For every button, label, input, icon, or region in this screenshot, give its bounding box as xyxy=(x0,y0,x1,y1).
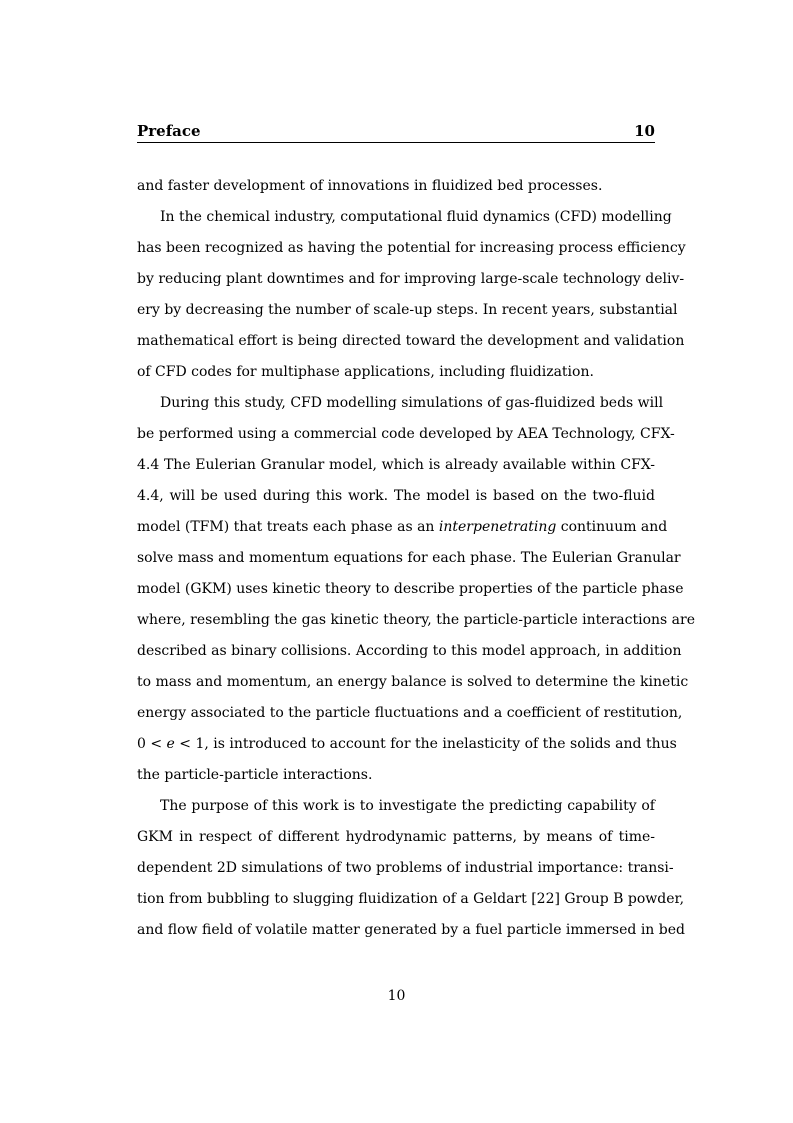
body-line: of CFD codes for multiphase applications, including fluidization. xyxy=(137,364,594,380)
emphasis-interpenetrating: interpenetrating xyxy=(438,519,557,535)
body-line: the particle-particle interactions. xyxy=(137,767,373,783)
body-line: mathematical effort is being directed toward the development and validation xyxy=(137,333,685,349)
body-line: ery by decreasing the number of scale-up steps. In recent years, substantial xyxy=(137,302,678,318)
body-line: model (GKM) uses kinetic theory to describe properties of the particle phase xyxy=(137,581,684,597)
body-line: In the chemical industry, computational fluid dynamics (CFD) modelling xyxy=(160,209,672,225)
running-header xyxy=(137,122,655,143)
body-line: 4.4, will be used during this work. The model is based on the two-fluid xyxy=(137,488,655,504)
body-line: GKM in respect of different hydrodynamic patterns, by means of time- xyxy=(137,829,655,845)
body-line: has been recognized as having the potential for increasing process efficiency xyxy=(137,240,686,256)
body-line: dependent 2D simulations of two problems of industrial importance: transi- xyxy=(137,860,674,876)
math-variable-e: e xyxy=(166,736,175,752)
body-line: The purpose of this work is to investigate the predicting capability of xyxy=(160,798,655,814)
body-line: described as binary collisions. According to this model approach, in addition xyxy=(137,643,682,659)
body-line: by reducing plant downtimes and for improving large-scale technology deliv- xyxy=(137,271,685,287)
body-line: be performed using a commercial code developed by AEA Technology, CFX- xyxy=(137,426,675,442)
body-line: and faster development of innovations in fluidized bed processes. xyxy=(137,178,603,194)
restitution-text: is introduced to account for the inelasticity of the solids and thus xyxy=(213,736,677,752)
body-line: During this study, CFD modelling simulations of gas-fluidized beds will xyxy=(160,395,664,411)
tfm-text-after: continuum and xyxy=(560,519,668,535)
body-line: solve mass and momentum equations for each phase. The Eulerian Granular xyxy=(137,550,681,566)
footer-page-number: 10 xyxy=(387,988,406,1004)
math-lhs: 0 < xyxy=(137,736,163,752)
body-line: and flow field of volatile matter generated by a fuel particle immersed in bed xyxy=(137,922,685,938)
body-line-tfm xyxy=(137,518,668,536)
tfm-text-before: model (TFM) that treats each phase as an xyxy=(137,519,435,535)
body-line: to mass and momentum, an energy balance is solved to determine the kinetic xyxy=(137,674,689,690)
body-line: where, resembling the gas kinetic theory, the particle-particle interactions are xyxy=(137,612,695,628)
body-line: 4.4 The Eulerian Granular model, which is already available within CFX- xyxy=(137,457,655,473)
body-line: energy associated to the particle fluctuations and a coefficient of restitution, xyxy=(137,705,683,721)
header-page-number: 10 xyxy=(634,122,655,140)
math-rhs: < 1, xyxy=(179,736,209,752)
body-line: tion from bubbling to slugging fluidization of a Geldart [22] Group B powder, xyxy=(137,891,685,907)
body-line-restitution xyxy=(137,735,677,753)
header-title: Preface xyxy=(137,122,201,140)
